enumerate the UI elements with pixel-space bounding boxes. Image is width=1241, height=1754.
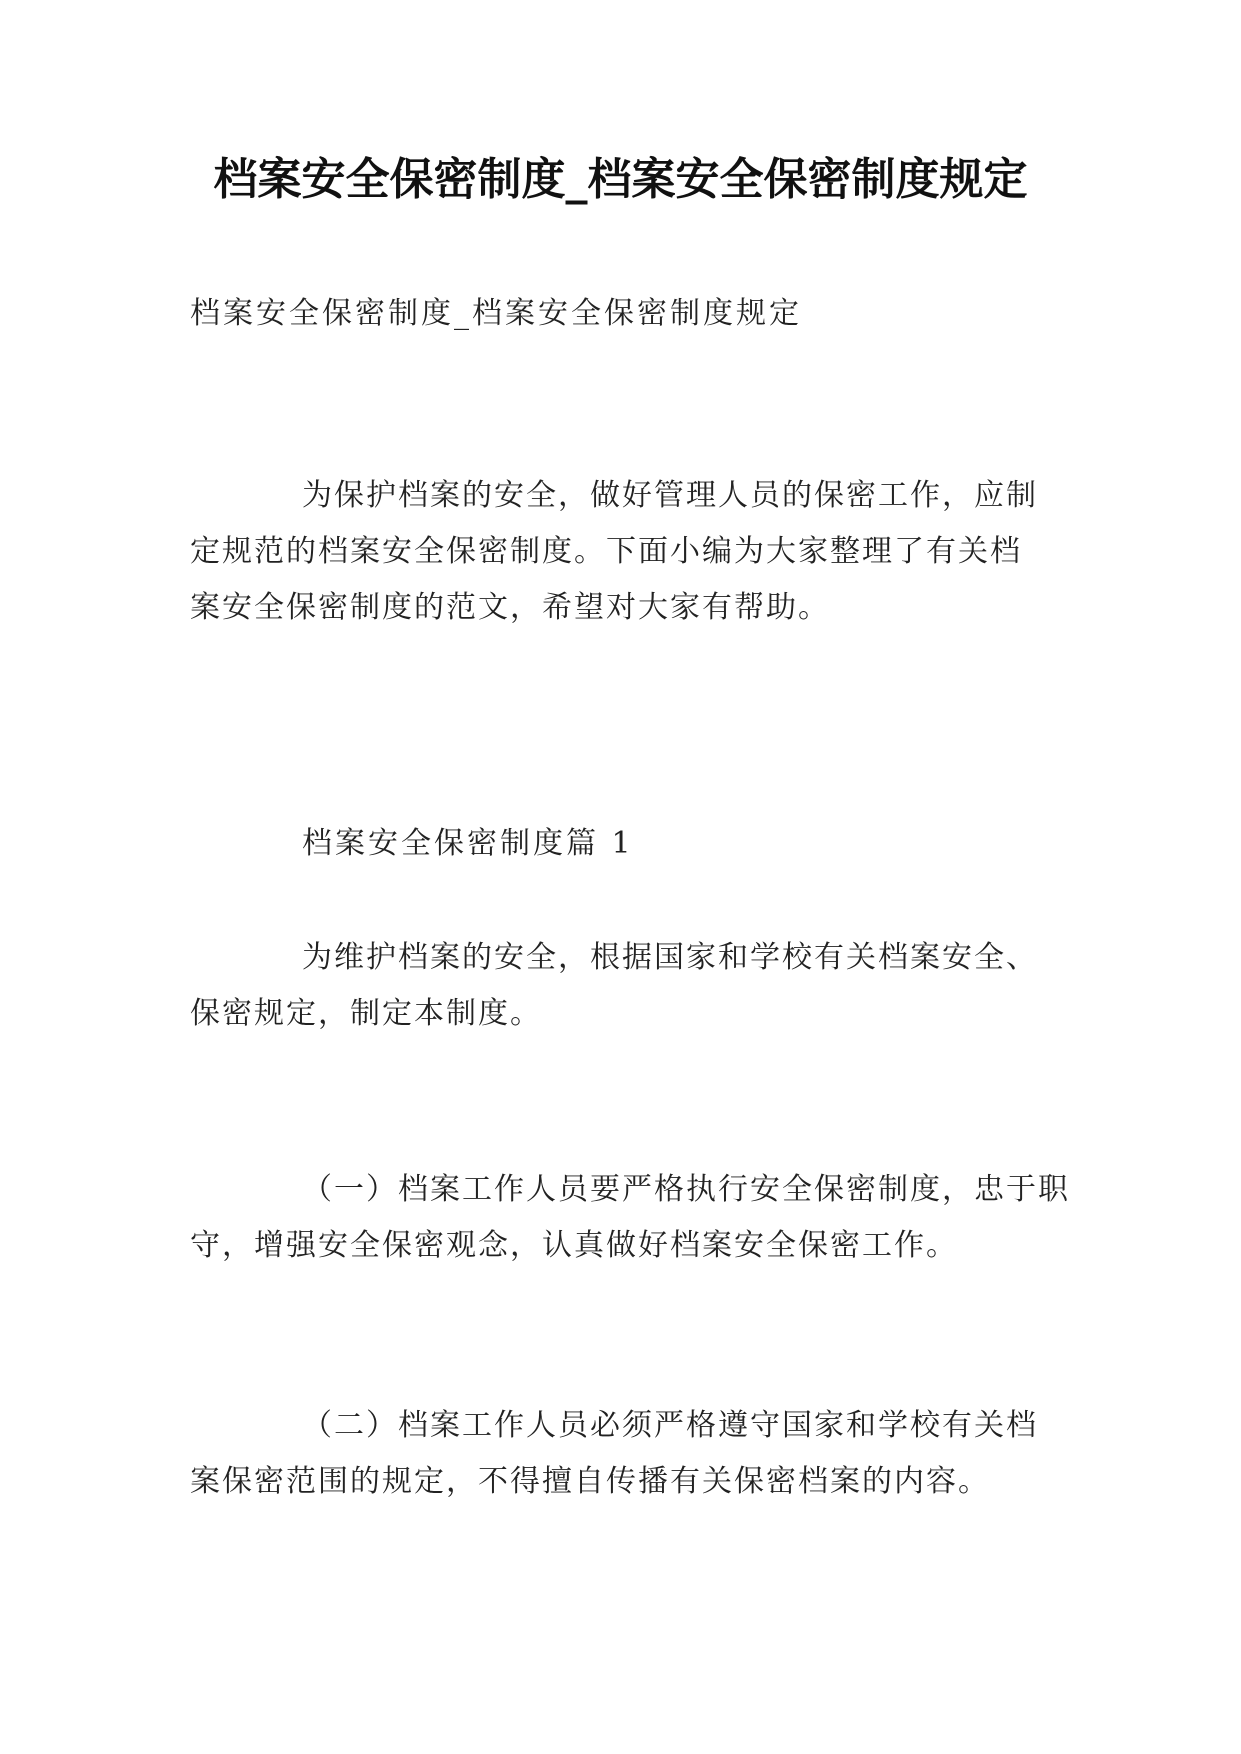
rule-line: （二）档案工作人员必须严格遵守国家和学校有关档: [302, 1408, 1038, 1443]
section-line: 保密规定，制定本制度。: [190, 996, 542, 1031]
document-subtitle: 档案安全保密制度_档案安全保密制度规定: [190, 296, 802, 331]
rule-item-1: [190, 1162, 1070, 1274]
rule-line: 案保密范围的规定，不得擅自传播有关保密档案的内容。: [190, 1464, 990, 1499]
section-line: 为维护档案的安全，根据国家和学校有关档案安全、: [302, 940, 1038, 975]
section-heading: 档案安全保密制度篇 1: [302, 826, 634, 861]
rule-line: （一）档案工作人员要严格执行安全保密制度，忠于职: [302, 1172, 1070, 1207]
intro-line: 定规范的档案安全保密制度。下面小编为大家整理了有关档: [190, 534, 1022, 569]
intro-line: 为保护档案的安全，做好管理人员的保密工作，应制: [302, 478, 1038, 513]
section-paragraph: [190, 930, 1070, 1042]
intro-line: 案安全保密制度的范文，希望对大家有帮助。: [190, 590, 830, 625]
rule-line: 守，增强安全保密观念，认真做好档案安全保密工作。: [190, 1228, 958, 1263]
rule-item-2: [190, 1398, 1070, 1510]
document-title: 档案安全保密制度_档案安全保密制度规定: [213, 154, 1028, 205]
intro-paragraph: [190, 468, 1070, 636]
